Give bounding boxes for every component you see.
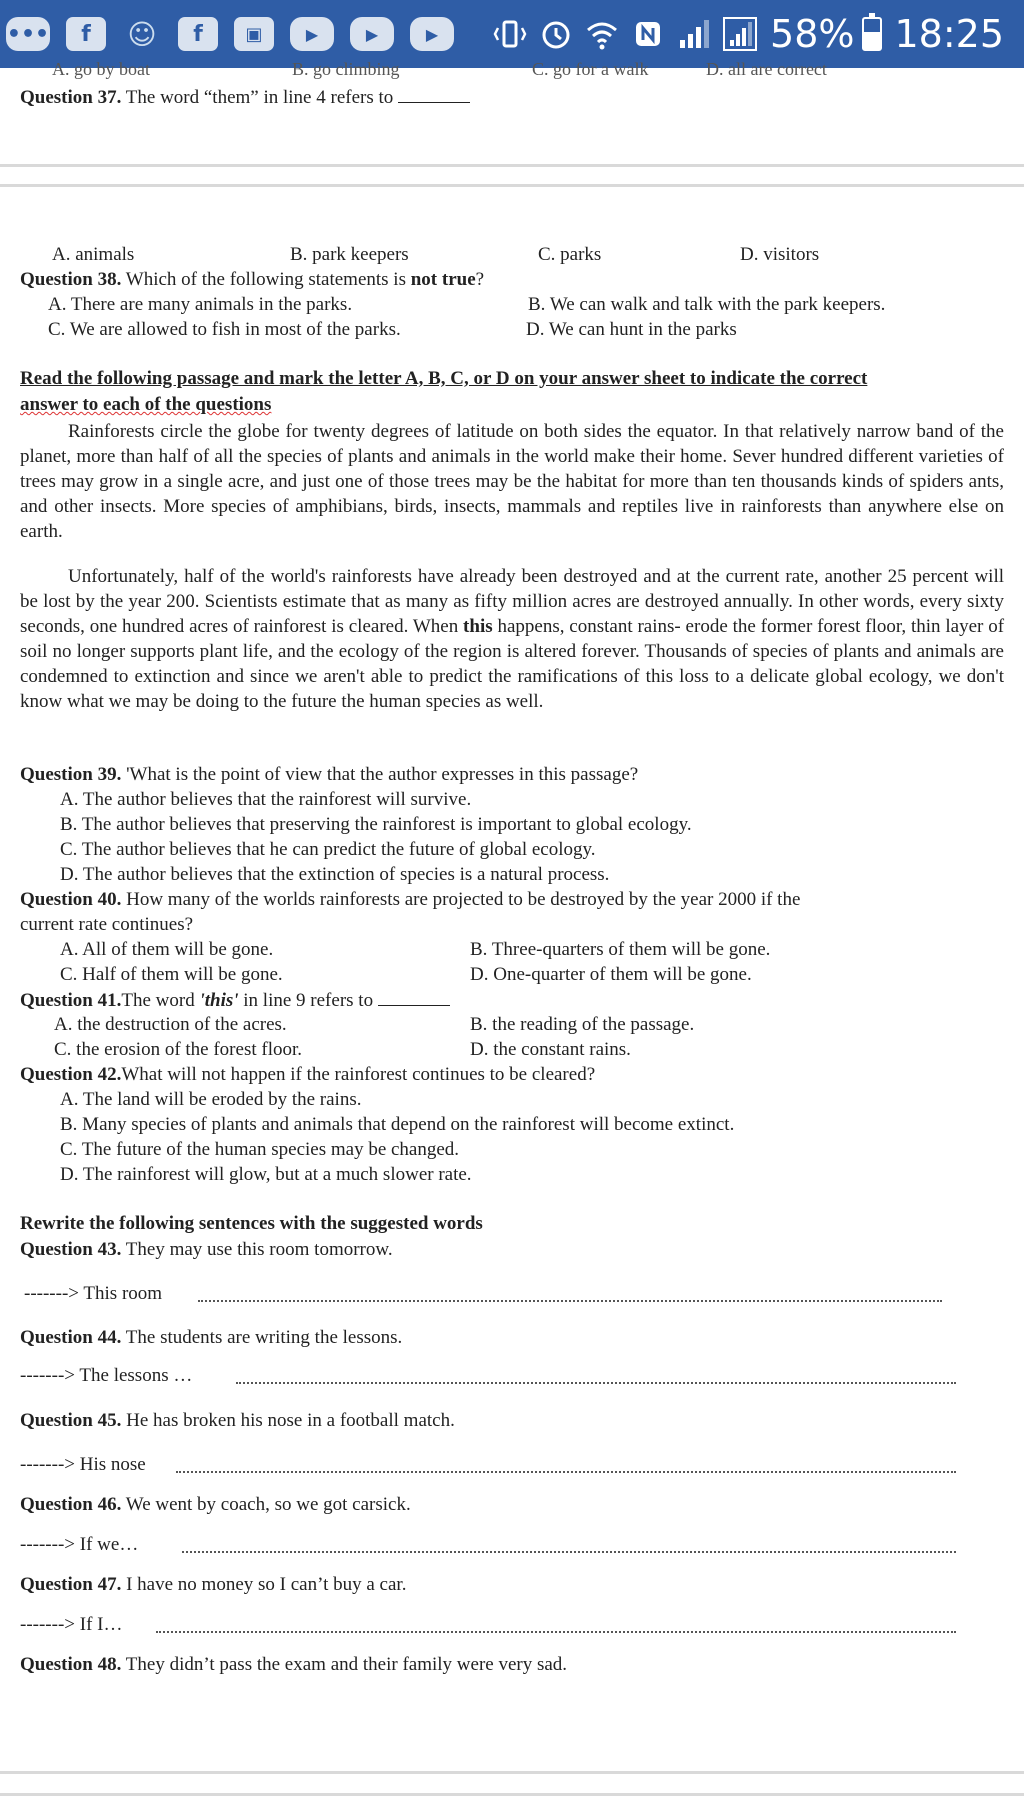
question-label: Question 37. xyxy=(20,87,122,108)
page-break-top xyxy=(0,1771,1024,1774)
answer-prompt: -------> His nose xyxy=(20,1454,146,1475)
question-43 xyxy=(20,1237,393,1262)
answer-line[interactable] xyxy=(198,1300,942,1302)
question-text: The word “them” in line 4 refers to xyxy=(125,87,394,108)
question-label: Question 39. xyxy=(20,764,122,785)
reading-instruction-line-2 xyxy=(20,392,271,417)
q41-option-c: C. the erosion of the forest floor. xyxy=(54,1039,303,1060)
facebook-icon: f xyxy=(178,17,218,51)
passage-emphasis: this xyxy=(463,616,493,637)
question-label: Question 45. xyxy=(20,1410,122,1431)
question-emphasis: not true xyxy=(410,269,476,290)
passage-text: happens, constant rains- erode the former forest floor, thin layer of soil no longer supports plant life, and the ecology of the region is altered forever. Thousands of species of plants and animals are condemned to extinction and since we aren't able to predict the ramifications of this loss to a delicate global ecology, we don't know what we may be doing to the future the human species as well. xyxy=(20,616,1005,712)
question-label: Question 43. xyxy=(20,1239,122,1260)
q41-option-b: B. the reading of the passage. xyxy=(470,1014,695,1035)
youtube-icon: ▶ xyxy=(290,17,334,51)
notification-icons xyxy=(6,14,470,54)
answer-prompt: -------> If we… xyxy=(20,1534,139,1555)
q41-option-a: A. the destruction of the acres. xyxy=(54,1014,287,1035)
q41-option-d: D. the constant rains. xyxy=(470,1039,631,1060)
instruction-text: Read the following passage and mark the letter A, B, C, or D on your answer sheet to indicate the correct xyxy=(20,368,868,389)
question-text: Which of the following statements is xyxy=(125,269,406,290)
prev-option-a: A. go by boat xyxy=(52,59,150,79)
battery-percent: 58% xyxy=(770,12,855,56)
q42-option-a: A. The land will be eroded by the rains. xyxy=(60,1089,362,1110)
q39-option-a: A. The author believes that the rainforest will survive. xyxy=(60,789,472,810)
answer-line[interactable] xyxy=(156,1631,956,1633)
question-text: They didn’t pass the exam and their family were very sad. xyxy=(125,1654,568,1675)
question-text: How many of the worlds rainforests are projected to be destroyed by the year 2000 if the xyxy=(126,889,801,910)
question-44 xyxy=(20,1325,402,1350)
q37-option-a: A. animals xyxy=(52,244,135,265)
question-38 xyxy=(20,267,484,292)
question-label: Question 46. xyxy=(20,1494,122,1515)
answer-blank xyxy=(398,84,470,103)
question-label: Question 42. xyxy=(20,1064,122,1085)
q38-option-c: C. We are allowed to fish in most of the parks. xyxy=(48,319,401,340)
chat-icon: ••• xyxy=(6,17,50,51)
vibrate-icon xyxy=(492,16,528,52)
q40-option-c: C. Half of them will be gone. xyxy=(60,964,283,985)
question-label: Question 47. xyxy=(20,1574,122,1595)
question-text: The word xyxy=(121,990,195,1011)
status-bar xyxy=(0,0,1024,68)
question-text: The students are writing the lessons. xyxy=(125,1327,403,1348)
youtube-icon: ▶ xyxy=(410,17,454,51)
reading-instruction-line-1 xyxy=(20,366,867,391)
question-label: Question 41. xyxy=(20,990,122,1011)
gallery-icon: ▣ xyxy=(234,17,274,51)
rewrite-heading: Rewrite the following sentences with the suggested words xyxy=(20,1213,483,1234)
question-41 xyxy=(20,987,450,1013)
question-label: Question 40. xyxy=(20,889,122,910)
question-47 xyxy=(20,1572,406,1597)
clock: 18:25 xyxy=(894,12,1004,56)
q40-option-d: D. One-quarter of them will be gone. xyxy=(470,964,752,985)
question-label: Question 38. xyxy=(20,269,122,290)
passage-paragraph-2 xyxy=(20,564,1004,714)
q39-option-c: C. The author believes that he can predict the future of global ecology. xyxy=(60,839,596,860)
question-text: 'What is the point of view that the author expresses in this passage? xyxy=(126,764,639,785)
question-40-continued: current rate continues? xyxy=(20,914,194,935)
alien-icon: ☺ xyxy=(127,17,157,51)
question-46 xyxy=(20,1492,411,1517)
question-text: They may use this room tomorrow. xyxy=(125,1239,393,1260)
answer-line[interactable] xyxy=(236,1382,956,1384)
answer-prompt: -------> This room xyxy=(24,1283,163,1304)
q39-option-d: D. The author believes that the extinction of species is a natural process. xyxy=(60,864,610,885)
q39-option-b: B. The author believes that preserving the rainforest is important to global ecology. xyxy=(60,814,692,835)
question-42 xyxy=(20,1062,595,1087)
page-break-top xyxy=(0,164,1024,167)
passage-paragraph-1: Rainforests circle the globe for twenty degrees of latitude on both sides the equator. In that relatively narrow band of the planet, more than half of all the species of plants and animals in the world make their home. Sever hundred different varieties of trees may grow in a single acre, and just one of those trees may be the habitat for more than ten thousands kinds of spiders ants, and other insects. More species of amphibians, birds, insects, mammals and reptiles live in rainforests than anywhere else on earth. xyxy=(20,421,1004,542)
page-break-bottom xyxy=(0,184,1024,187)
question-45 xyxy=(20,1408,455,1433)
alarm-icon xyxy=(538,16,574,52)
q38-option-a: A. There are many animals in the parks. xyxy=(48,294,353,315)
answer-line[interactable] xyxy=(182,1551,956,1553)
question-text: What will not happen if the rainforest continues to be cleared? xyxy=(121,1064,596,1085)
wifi-icon xyxy=(584,16,620,52)
battery-icon xyxy=(862,17,882,51)
q37-option-b: B. park keepers xyxy=(290,244,409,265)
page-break-bottom xyxy=(0,1793,1024,1796)
prev-option-b: B. go climbing xyxy=(292,59,400,79)
question-label: Question 48. xyxy=(20,1654,122,1675)
question-emphasis: 'this' xyxy=(199,990,239,1011)
question-48 xyxy=(20,1652,567,1677)
question-text: in line 9 refers to xyxy=(243,990,374,1011)
q42-option-b: B. Many species of plants and animals that depend on the rainforest will become extinct. xyxy=(60,1114,735,1135)
question-mark: ? xyxy=(475,269,485,290)
question-text: We went by coach, so we got carsick. xyxy=(125,1494,411,1515)
question-text: I have no money so I can’t buy a car. xyxy=(126,1574,407,1595)
nfc-icon xyxy=(630,16,666,52)
instruction-text: answer to each of the questions xyxy=(20,394,272,415)
prev-option-d: D. all are correct xyxy=(706,59,827,79)
q37-option-d: D. visitors xyxy=(740,244,820,265)
facebook-icon: f xyxy=(66,17,106,51)
question-37 xyxy=(20,84,470,110)
q38-option-b: B. We can walk and talk with the park keepers. xyxy=(528,294,886,315)
q40-option-b: B. Three-quarters of them will be gone. xyxy=(470,939,771,960)
passage-text: Unfortunately, half of the world's rainforests have already been destroyed and at the current rate, another 25 percent will be lost by the year 200. Scientists estimate that as many as fifty million acres are destroyed annually. In other words, every sixty seconds, one hundred acres of rainforest is cleared. When xyxy=(20,566,1004,637)
q40-option-a: A. All of them will be gone. xyxy=(60,939,274,960)
system-status xyxy=(482,8,1004,60)
q42-option-c: C. The future of the human species may be changed. xyxy=(60,1139,460,1160)
answer-prompt: -------> The lessons … xyxy=(20,1365,193,1386)
q38-option-d: D. We can hunt in the parks xyxy=(526,319,737,340)
answer-prompt: -------> If I… xyxy=(20,1614,123,1635)
signal-icon xyxy=(722,16,758,52)
question-text: He has broken his nose in a football match. xyxy=(126,1410,455,1431)
question-39 xyxy=(20,762,638,787)
q37-option-c: C. parks xyxy=(538,244,602,265)
q42-option-d: D. The rainforest will glow, but at a much slower rate. xyxy=(60,1164,472,1185)
question-40 xyxy=(20,887,800,912)
signal-icon xyxy=(676,16,712,52)
question-label: Question 44. xyxy=(20,1327,122,1348)
answer-line[interactable] xyxy=(176,1471,956,1473)
youtube-icon: ▶ xyxy=(350,17,394,51)
prev-option-c: C. go for a walk xyxy=(532,59,649,79)
answer-blank xyxy=(378,987,450,1006)
